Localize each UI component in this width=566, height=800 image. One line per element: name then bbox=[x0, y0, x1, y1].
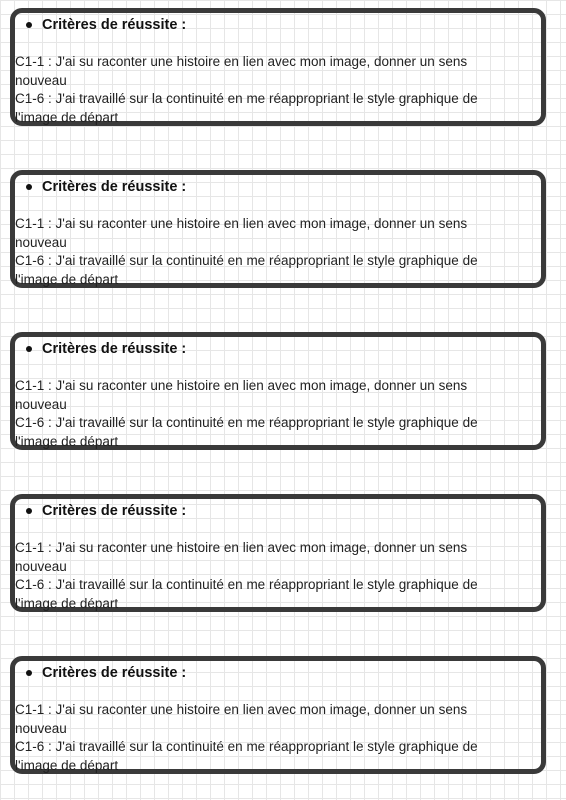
card-title bbox=[23, 341, 186, 357]
card-title bbox=[23, 665, 186, 681]
criterion-c1-1: C1-1 : J'ai su raconter une histoire en lien avec mon image, donner un sens nouveau bbox=[15, 540, 468, 574]
criteria-card bbox=[10, 494, 546, 612]
criterion-c1-1: C1-1 : J'ai su raconter une histoire en lien avec mon image, donner un sens nouveau bbox=[15, 702, 468, 736]
criterion-c1-6: C1-6 : J'ai travaillé sur la continuité en me réappropriant le style graphique de l'image de départ bbox=[15, 415, 478, 449]
card-title-text: Critères de réussite : bbox=[42, 17, 187, 33]
card-title bbox=[23, 179, 186, 195]
card-title-text: Critères de réussite : bbox=[42, 503, 187, 519]
criterion-c1-1: C1-1 : J'ai su raconter une histoire en lien avec mon image, donner un sens nouveau bbox=[15, 54, 468, 88]
bullet-icon bbox=[26, 346, 32, 352]
criterion-c1-6: C1-6 : J'ai travaillé sur la continuité en me réappropriant le style graphique de l'image de départ bbox=[15, 91, 478, 125]
criteria-card bbox=[10, 8, 546, 126]
card-title-text: Critères de réussite : bbox=[42, 179, 187, 195]
criteria-card bbox=[10, 170, 546, 288]
bullet-icon bbox=[26, 670, 32, 676]
criterion-c1-6: C1-6 : J'ai travaillé sur la continuité en me réappropriant le style graphique de l'image de départ bbox=[15, 577, 478, 611]
card-title-text: Critères de réussite : bbox=[42, 665, 187, 681]
card-title bbox=[23, 17, 186, 33]
criteria-card bbox=[10, 656, 546, 774]
bullet-icon bbox=[26, 508, 32, 514]
criterion-c1-6: C1-6 : J'ai travaillé sur la continuité en me réappropriant le style graphique de l'image de départ bbox=[15, 253, 478, 287]
card-title-text: Critères de réussite : bbox=[42, 341, 187, 357]
card-body bbox=[15, 215, 485, 289]
criterion-c1-1: C1-1 : J'ai su raconter une histoire en lien avec mon image, donner un sens nouveau bbox=[15, 378, 468, 412]
card-body bbox=[15, 539, 485, 613]
criteria-card bbox=[10, 332, 546, 450]
bullet-icon bbox=[26, 184, 32, 190]
criterion-c1-1: C1-1 : J'ai su raconter une histoire en lien avec mon image, donner un sens nouveau bbox=[15, 216, 468, 250]
card-title bbox=[23, 503, 186, 519]
card-body bbox=[15, 377, 485, 451]
bullet-icon bbox=[26, 22, 32, 28]
card-body bbox=[15, 701, 485, 775]
criterion-c1-6: C1-6 : J'ai travaillé sur la continuité en me réappropriant le style graphique de l'image de départ bbox=[15, 739, 478, 773]
card-body bbox=[15, 53, 485, 127]
